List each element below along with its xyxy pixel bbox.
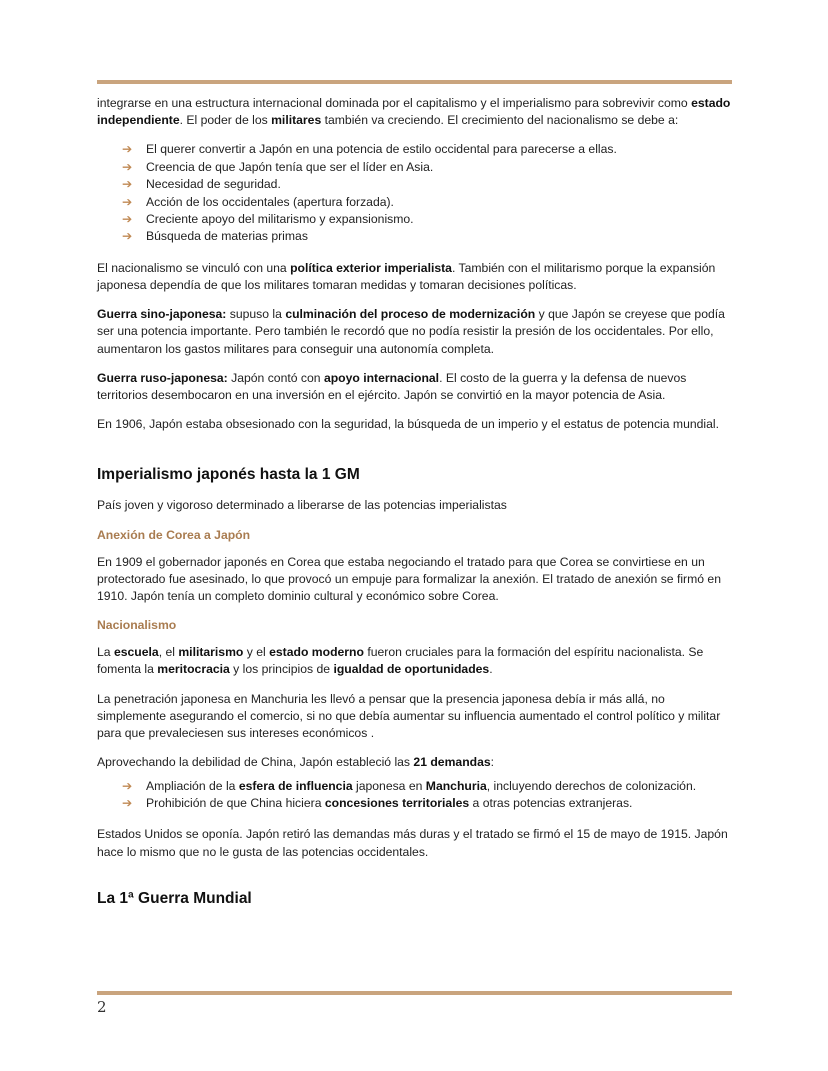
- top-rule: [97, 80, 732, 84]
- arrow-right-icon: ➔: [122, 177, 133, 192]
- escuela-paragraph: La escuela, el militarismo y el estado moderno fueron cruciales para la formación del espíritu nacionalista. Se fomenta la meritocracia y los principios de igualdad de oportunidades.: [97, 645, 704, 677]
- corea-paragraph: En 1909 el gobernador japonés en Corea que estaba negociando el tratado para que Corea se convirtiese en un protectorado fue asesinado, lo que provocó un empuje para formalizar la anexión. El tratado de anexión se firmó en 1910. Japón tenía un completo dominio cultural y económico sobre Corea.: [97, 554, 721, 604]
- arrow-right-icon: ➔: [122, 795, 133, 810]
- arrow-right-icon: ➔: [122, 194, 133, 209]
- intro-paragraph: integrarse en una estructura internacional dominada por el capitalismo y el imperialismo para sobrevivir como estado independiente. El poder de los militares también va creciendo. El crecimiento del nacionalismo se debe a:: [97, 96, 731, 128]
- section-heading-guerra: La 1ª Guerra Mundial: [97, 889, 252, 907]
- list-item: ➔ El querer convertir a Japón en una potencia de estilo occidental para parecerse a ellas.: [122, 141, 737, 158]
- list-item: ➔ Ampliación de la esfera de influencia japonesa en Manchuria, incluyendo derechos de colonización.: [122, 778, 737, 795]
- causes-list: [97, 141, 737, 245]
- list-item: ➔ Acción de los occidentales (apertura forzada).: [122, 194, 737, 211]
- eeuu-paragraph: Estados Unidos se oponía. Japón retiró las demandas más duras y el tratado se firmó el 15 de mayo de 1915. Japón hace lo mismo que no le gusta de las potencias occidentales.: [97, 827, 728, 859]
- arrow-right-icon: ➔: [122, 778, 133, 793]
- arrow-right-icon: ➔: [122, 229, 133, 244]
- arrow-right-icon: ➔: [122, 159, 133, 174]
- page-content: [97, 95, 737, 921]
- list-item: ➔ Búsqueda de materias primas: [122, 228, 737, 245]
- section-heading-imperialismo: Imperialismo japonés hasta la 1 GM: [97, 466, 360, 484]
- sino-japanese-paragraph: Guerra sino-japonesa: supuso la culminación del proceso de modernización y que Japón se creyese que podía ser una potencia importante. Pero también le recordó que no podía resistir la presión de los occidentales. Por ello, aumentaron los gastos militares para conseguir una autonomía completa.: [97, 307, 725, 356]
- arrow-right-icon: ➔: [122, 212, 133, 227]
- list-item: ➔ Necesidad de seguridad.: [122, 176, 737, 193]
- pais-paragraph: País joven y vigoroso determinado a liberarse de las potencias imperialistas: [97, 498, 507, 513]
- nacionalismo-paragraph: El nacionalismo se vinculó con una política exterior imperialista. También con el militarismo porque la expansión japonesa dependía de que los militares tomaran medidas y tomaran decisiones políticas.: [97, 260, 716, 293]
- bottom-rule: [97, 991, 732, 995]
- page-number: 2: [97, 998, 107, 1016]
- russo-japanese-paragraph: Guerra ruso-japonesa: Japón contó con apoyo internacional. El costo de la guerra y la defensa de nuevos territorios desembocaron en una inversión en el ejército. Japón se convirtió en la mayor potencia de Asia.: [97, 370, 687, 403]
- year-1906-paragraph: En 1906, Japón estaba obsesionado con la seguridad, la búsqueda de un imperio y el estatus de potencia mundial.: [97, 417, 719, 432]
- demandas-paragraph: Aprovechando la debilidad de China, Japón estableció las 21 demandas:: [97, 755, 495, 770]
- arrow-right-icon: ➔: [122, 142, 133, 157]
- list-item: ➔ Creciente apoyo del militarismo y expansionismo.: [122, 211, 737, 228]
- subheading-corea: Anexión de Corea a Japón: [97, 527, 251, 542]
- manchuria-paragraph: La penetración japonesa en Manchuria les llevó a pensar que la presencia japonesa debía ir más allá, no simplemente asegurando el comercio, si no que debía aumentar su influencia aumentado el control político y militar para que prevaleciesen sus intereses económicos .: [97, 691, 721, 741]
- list-item: ➔ Creencia de que Japón tenía que ser el líder en Asia.: [122, 159, 737, 176]
- list-item: ➔ Prohibición de que China hiciera concesiones territoriales a otras potencias extranjeras.: [122, 795, 737, 812]
- subheading-nacionalismo: Nacionalismo: [97, 618, 177, 633]
- demandas-list: [97, 778, 737, 813]
